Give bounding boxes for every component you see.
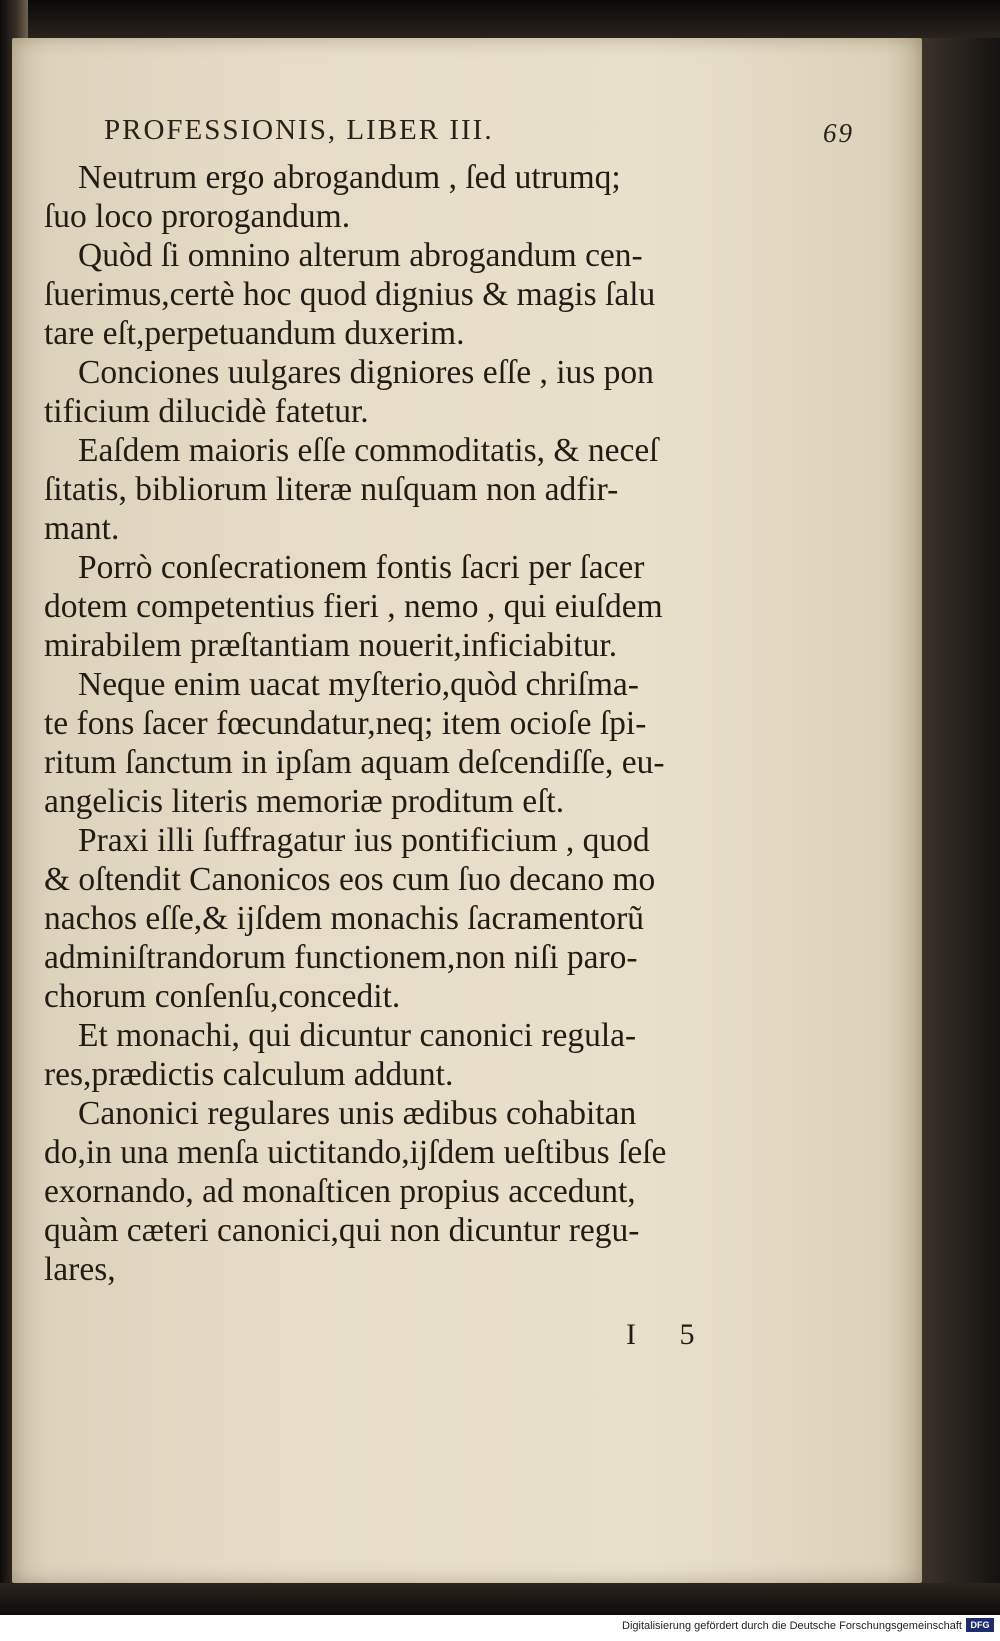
scan-top-edge [0,0,1000,40]
dfg-logo: DFG [966,1618,994,1632]
text-line: Et monachi, qui dicuntur canonici regula- [78,1017,637,1054]
text-line: lares, [44,1251,116,1288]
text-line: ſuo loco prorogandum. [44,198,351,235]
running-title: PROFESSIONIS, LIBER III. [104,114,494,146]
text-line: res,prædictis calculum addunt. [44,1056,454,1093]
text-line: Neutrum ergo abrogandum , ſed utrumq; [78,159,621,196]
page-header [104,114,854,154]
text-line: chorum conſenſu,concedit. [44,978,401,1015]
text-line: adminiſtrandorum functionem,non niſi paro- [44,939,638,976]
text-line: Praxi illi ſuffragatur ius pontificium , quod [78,822,650,859]
text-line: angelicis literis memoriæ proditum eſt. [44,783,565,820]
funding-notice: Digitalisierung gefördert durch die Deutsche Forschungsgemeinschaft [622,1620,962,1632]
text-line: nachos eſſe,& ijſdem monachis ſacramentorũ [44,900,645,937]
text-line: Quòd ſi omnino alterum abrogandum cen- [78,237,643,274]
text-line: Porrò conſecrationem fontis ſacri per ſacer [78,549,645,586]
text-line: ſitatis, bibliorum literæ nuſquam non adfir- [44,471,619,508]
text-line: mirabilem præſtantiam nouerit,inficiabitur. [44,627,618,664]
body-text [44,158,784,1289]
text-line: Conciones uulgares digniores eſſe , ius pon [78,354,654,391]
text-line: mant. [44,510,120,547]
page-number: 69 [823,118,854,148]
text-line: quàm cæteri canonici,qui non dicuntur regu- [44,1212,640,1249]
text-line: exornando, ad monaſticen propius accedunt, [44,1173,636,1210]
text-line: Canonici regulares unis ædibus cohabitan [78,1095,637,1132]
text-line: tificium dilucidè fatetur. [44,393,369,430]
text-line: Eaſdem maioris eſſe commoditatis, & neceſ [78,432,659,469]
text-line: ſuerimus,certè hoc quod dignius & magis ſalu [44,276,656,313]
scan-bottom-edge [0,1583,1000,1615]
text-line: Neque enim uacat myſterio,quòd chriſma- [78,666,639,703]
text-line: tare eſt,perpetuandum duxerim. [44,315,465,352]
text-line: dotem competentius fieri , nemo , qui eiuſdem [44,588,663,625]
text-line: te fons ſacer fœcundatur,neq; item ocioſe ſpi- [44,705,647,742]
text-line: do,in una menſa uictitando,ijſdem ueſtibus ſeſe [44,1134,667,1171]
scan-right-edge [922,38,1000,1583]
text-line: & oſtendit Canonicos eos cum ſuo decano mo [44,861,656,898]
text-line: ritum ſanctum in ipſam aquam deſcendiſſe, eu- [44,744,665,781]
footer [0,1615,1000,1641]
signature-mark: I 5 [626,1318,713,1351]
